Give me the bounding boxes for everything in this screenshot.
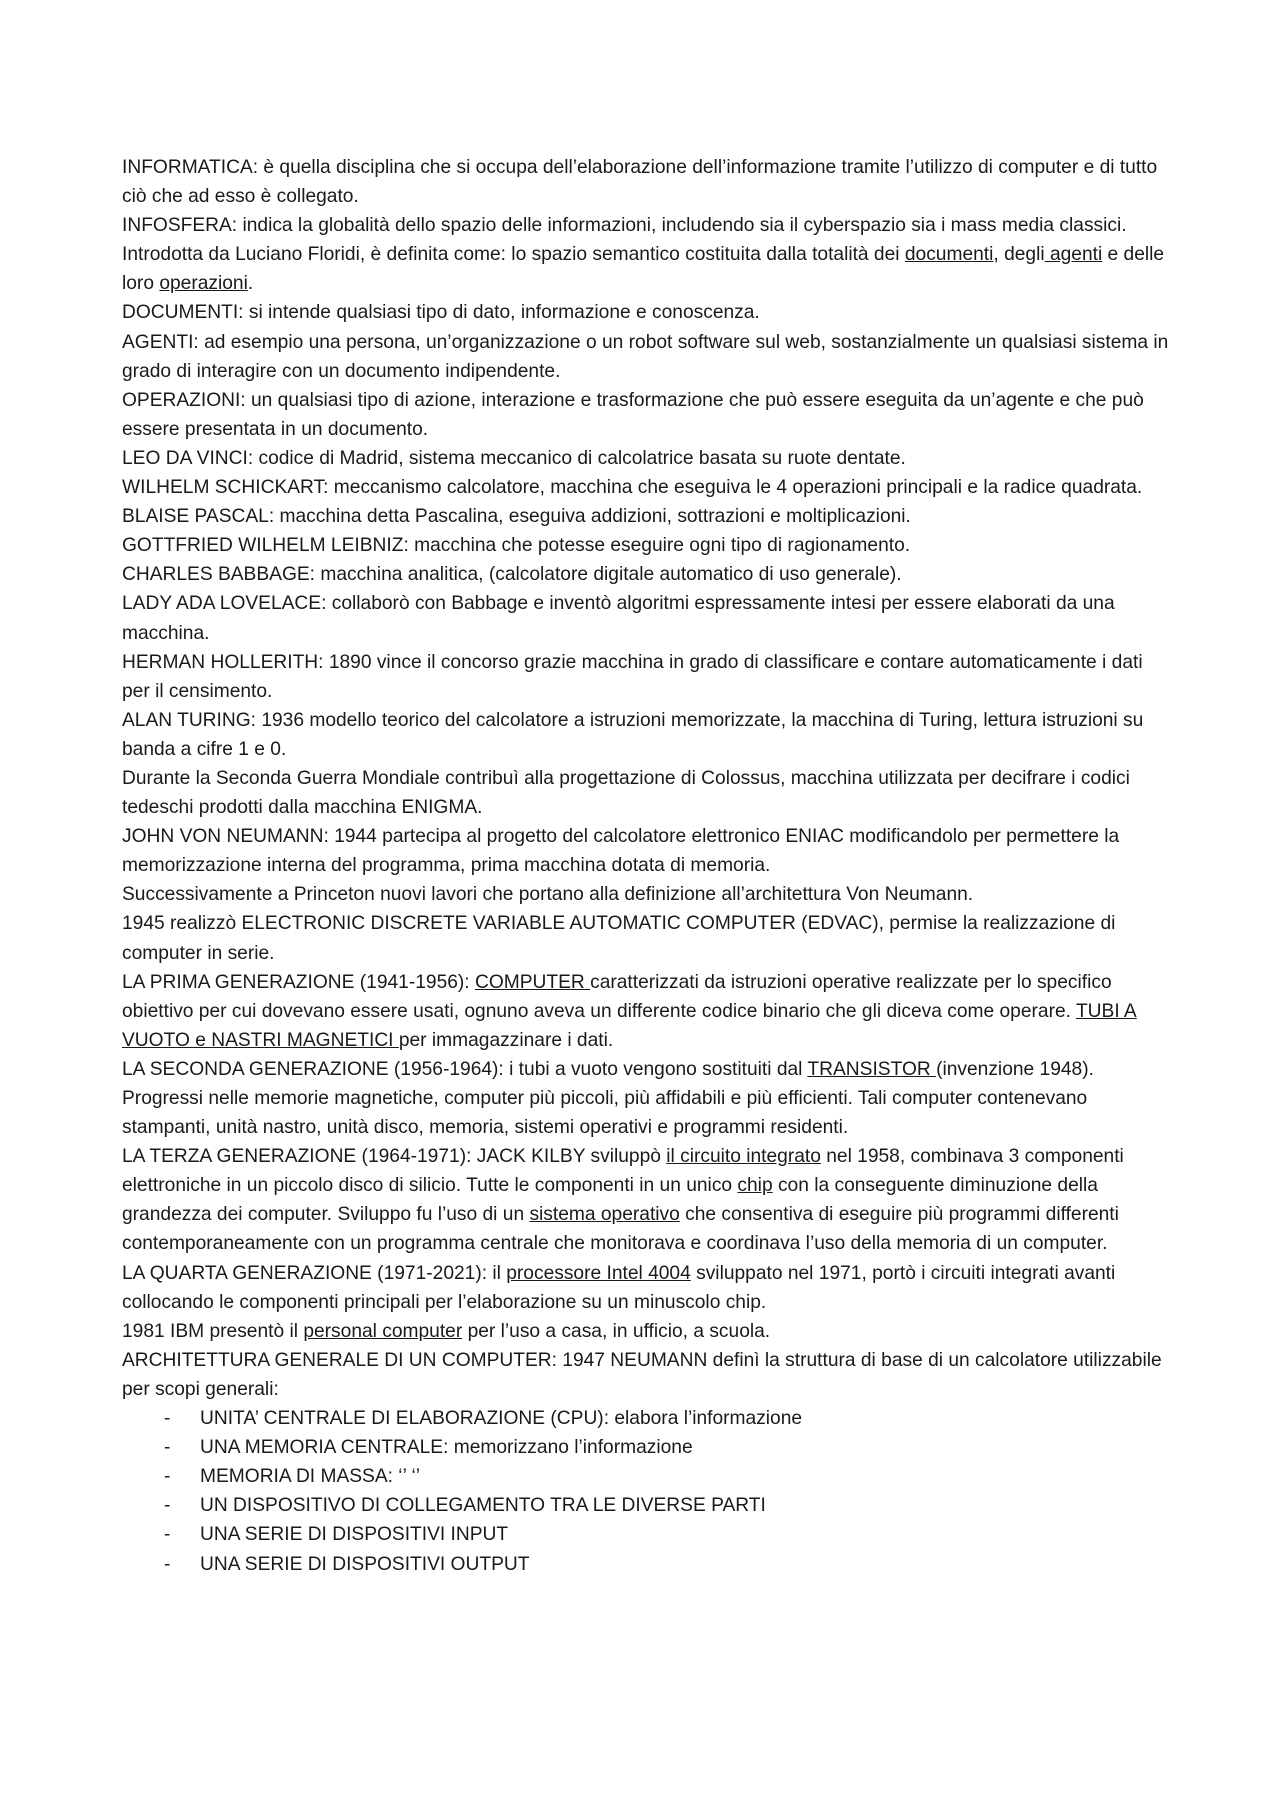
underlined-term: personal computer bbox=[303, 1320, 463, 1342]
paragraph bbox=[122, 822, 1172, 880]
paragraph bbox=[122, 473, 1172, 502]
paragraph bbox=[122, 328, 1172, 386]
text-segment: AGENTI: ad esempio una persona, un’organizzazione o un robot software sul web, sostanzialmente un qualsiasi sistema in grado di interagire con un documento indipendente. bbox=[122, 331, 1169, 382]
text-segment: DOCUMENTI: si intende qualsiasi tipo di dato, informazione e conoscenza. bbox=[122, 302, 760, 324]
text-segment: . bbox=[247, 273, 254, 295]
paragraph bbox=[122, 1317, 1172, 1346]
underlined-term: processore Intel 4004 bbox=[506, 1262, 691, 1284]
paragraph bbox=[122, 764, 1172, 822]
text-segment: GOTTFRIED WILHELM LEIBNIZ: macchina che potesse eseguire ogni tipo di ragionamento. bbox=[122, 535, 911, 557]
paragraph bbox=[122, 386, 1172, 444]
underlined-term: agenti bbox=[1044, 244, 1103, 266]
paragraph bbox=[122, 648, 1172, 706]
text-segment: nel 1958, combinava 3 componenti elettroniche in un piccolo disco di silicio. Tutte le componenti in un unico bbox=[122, 1146, 1124, 1197]
list-item bbox=[122, 1491, 1172, 1520]
paragraph bbox=[122, 706, 1172, 764]
text-segment: LEO DA VINCI: codice di Madrid, sistema meccanico di calcolatrice basata su ruote dentate. bbox=[122, 447, 906, 469]
list-marker: - bbox=[164, 1437, 171, 1459]
paragraph bbox=[122, 153, 1172, 211]
text-segment: per l’uso a casa, in ufficio, a scuola. bbox=[462, 1320, 771, 1342]
paragraph bbox=[122, 502, 1172, 531]
text-segment: OPERAZIONI: un qualsiasi tipo di azione, interazione e trasformazione che può essere eseguita da un’agente e che può essere presentata in un documento. bbox=[122, 389, 1144, 440]
text-segment: per immagazzinare i dati. bbox=[398, 1029, 614, 1051]
list-item-text: MEMORIA DI MASSA: ‘’ ‘’ bbox=[200, 1466, 420, 1488]
list-marker: - bbox=[164, 1495, 171, 1517]
document-page bbox=[122, 153, 1172, 1579]
text-segment: Durante la Seconda Guerra Mondiale contribuì alla progettazione di Colossus, macchina utilizzata per decifrare i codici tedeschi prodotti dalla macchina ENIGMA. bbox=[122, 767, 1130, 819]
underlined-term: operazioni bbox=[159, 273, 248, 295]
text-segment: (invenzione 1948). Progressi nelle memorie magnetiche, computer più piccoli, più affidabili e più efficienti. Tali computer contenevano stampanti, unità nastro, unità disco, memoria, sistemi operativi e programmi residenti. bbox=[122, 1058, 1094, 1139]
paragraph bbox=[122, 1055, 1172, 1142]
text-segment: caratterizzati da istruzioni operative realizzate per lo specifico obiettivo per cui dovevano essere usati, ognuno aveva un differente codice binario che gli diceva come operare. bbox=[122, 971, 1112, 1022]
list-item-text: UNA SERIE DI DISPOSITIVI INPUT bbox=[200, 1524, 509, 1546]
list-item bbox=[122, 1550, 1172, 1579]
text-segment: 1945 realizzò ELECTRONIC DISCRETE VARIABLE AUTOMATIC COMPUTER (EDVAC), permise la realizzazione di computer in serie. bbox=[122, 913, 1116, 964]
paragraph bbox=[122, 444, 1172, 473]
underlined-term: sistema operativo bbox=[529, 1204, 680, 1226]
text-segment: 1981 IBM presentò il bbox=[122, 1320, 304, 1342]
list-marker: - bbox=[164, 1466, 171, 1488]
text-segment: e delle loro bbox=[122, 244, 1165, 295]
paragraph bbox=[122, 968, 1172, 1055]
text-segment: con la conseguente diminuzione della grandezza dei computer. Sviluppo fu l’uso di un bbox=[122, 1175, 1098, 1226]
text-segment: INFOSFERA: indica la globalità dello spazio delle informazioni, includendo sia il cyberspazio sia i mass media classici. Introdotta da Luciano Floridi, è definita come: lo spazio semantico costituita dalla totalità dei bbox=[122, 215, 1127, 266]
underlined-term: TRANSISTOR bbox=[807, 1058, 937, 1080]
list-item bbox=[122, 1433, 1172, 1462]
text-segment: WILHELM SCHICKART: meccanismo calcolatore, macchina che eseguiva le 4 operazioni principali e la radice quadrata. bbox=[122, 477, 1143, 499]
list-item bbox=[122, 1462, 1172, 1491]
text-segment: BLAISE PASCAL: macchina detta Pascalina, eseguiva addizioni, sottrazioni e moltiplicazioni. bbox=[122, 506, 911, 528]
text-segment: LA QUARTA GENERAZIONE (1971-2021): il bbox=[122, 1262, 507, 1284]
list-item bbox=[122, 1404, 1172, 1433]
paragraph bbox=[122, 589, 1172, 647]
text-segment: LADY ADA LOVELACE: collaborò con Babbage e inventò algoritmi espressamente intesi per essere elaborati da una macchina. bbox=[122, 593, 1115, 644]
text-segment: Successivamente a Princeton nuovi lavori che portano alla definizione all’architettura Von Neumann. bbox=[122, 884, 974, 906]
paragraph bbox=[122, 1259, 1172, 1317]
text-segment: che consentiva di eseguire più programmi differenti contemporaneamente con un programma centrale che monitorava e coordinava l’uso della memoria di un computer. bbox=[122, 1204, 1119, 1255]
text-segment: INFORMATICA: è quella disciplina che si occupa dell’elaborazione dell’informazione tramite l’utilizzo di computer e di tutto ciò che ad esso è collegato. bbox=[122, 157, 1158, 208]
paragraph bbox=[122, 909, 1172, 967]
text-segment: LA TERZA GENERAZIONE (1964-1971): JACK KILBY sviluppò bbox=[122, 1146, 667, 1168]
text-segment: , degli bbox=[993, 244, 1045, 266]
paragraph bbox=[122, 880, 1172, 909]
list-item-text: UNITA’ CENTRALE DI ELABORAZIONE (CPU): elabora l’informazione bbox=[200, 1408, 803, 1430]
list-marker: - bbox=[164, 1553, 171, 1575]
list-item bbox=[122, 1520, 1172, 1549]
paragraph bbox=[122, 531, 1172, 560]
list-item-text: UNA SERIE DI DISPOSITIVI OUTPUT bbox=[200, 1553, 530, 1575]
paragraph bbox=[122, 211, 1172, 298]
text-segment: CHARLES BABBAGE: macchina analitica, (calcolatore digitale automatico di uso generale). bbox=[122, 564, 902, 586]
paragraph bbox=[122, 1346, 1172, 1404]
list-item-text: UN DISPOSITIVO DI COLLEGAMENTO TRA LE DIVERSE PARTI bbox=[200, 1495, 766, 1517]
underlined-term: TUBI A VUOTO e NASTRI MAGNETICI bbox=[122, 1000, 1137, 1051]
text-segment: sviluppato nel 1971, portò i circuiti integrati avanti collocando le componenti principali per l’elaborazione su un minuscolo chip. bbox=[122, 1262, 1116, 1313]
text-segment: ALAN TURING: 1936 modello teorico del calcolatore a istruzioni memorizzate, la macchina di Turing, lettura istruzioni su banda a cifre 1 e 0. bbox=[122, 709, 1144, 760]
underlined-term: COMPUTER bbox=[474, 971, 591, 993]
text-segment: HERMAN HOLLERITH: 1890 vince il concorso grazie macchina in grado di classificare e contare automaticamente i dati per il censimento. bbox=[122, 651, 1143, 702]
list-marker: - bbox=[164, 1408, 171, 1430]
paragraph bbox=[122, 298, 1172, 327]
paragraph bbox=[122, 1142, 1172, 1258]
architecture-list bbox=[122, 1404, 1172, 1579]
underlined-term: il circuito integrato bbox=[666, 1146, 821, 1168]
paragraph bbox=[122, 560, 1172, 589]
underlined-term: chip bbox=[737, 1175, 773, 1197]
text-segment: ARCHITETTURA GENERALE DI UN COMPUTER: 1947 NEUMANN definì la struttura di base di un calcolatore utilizzabile per scopi generali: bbox=[122, 1349, 1162, 1400]
underlined-term: documenti bbox=[904, 244, 994, 266]
text-segment: JOHN VON NEUMANN: 1944 partecipa al progetto del calcolatore elettronico ENIAC modificandolo per permettere la memorizzazione interna del programma, prima macchina dotata di memoria. bbox=[122, 826, 1120, 877]
document-body bbox=[122, 153, 1172, 1404]
text-segment: LA PRIMA GENERAZIONE (1941-1956): bbox=[122, 971, 475, 993]
list-item-text: UNA MEMORIA CENTRALE: memorizzano l’informazione bbox=[200, 1437, 693, 1459]
text-segment: LA SECONDA GENERAZIONE (1956-1964): i tubi a vuoto vengono sostituiti dal bbox=[122, 1058, 808, 1080]
list-marker: - bbox=[164, 1524, 171, 1546]
